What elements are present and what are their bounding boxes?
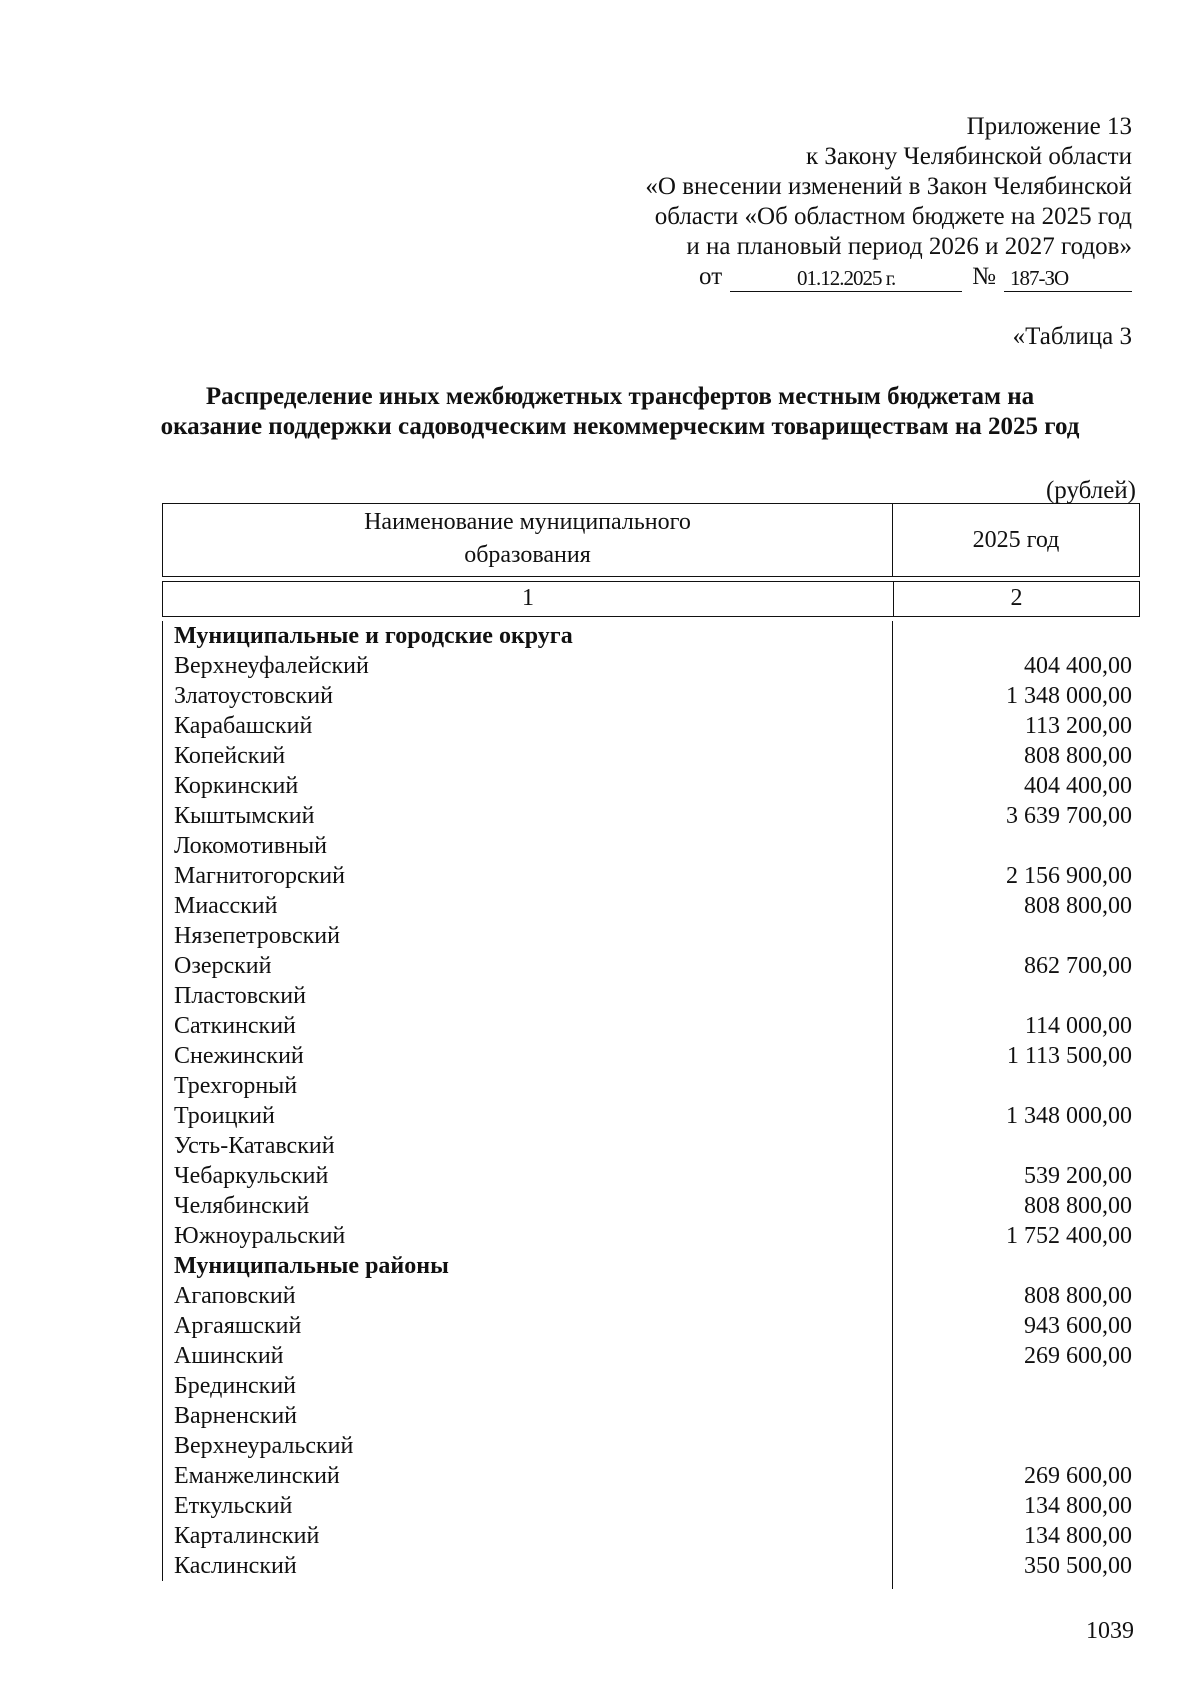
amount-value: 1 348 000,00 [1006,1103,1132,1129]
municipality-name: Чебаркульский [174,1163,329,1189]
table-row [162,891,1140,921]
municipality-name: Карталинский [174,1523,320,1549]
section-title: Муниципальные районы [174,1253,449,1279]
table-row [162,711,1140,741]
appendix-line: к Закону Челябинской области [806,143,1132,170]
appendix-line: и на плановый период 2026 и 2027 годов» [686,233,1132,260]
column-numbers-row [162,581,1140,617]
amount-value: 539 200,00 [1024,1163,1132,1189]
municipality-name: Верхнеуральский [174,1433,354,1459]
from-label: от [699,263,723,290]
municipality-name: Аргаяшский [174,1313,302,1339]
municipality-name: Карабашский [174,713,313,739]
table-row [162,1431,1140,1461]
municipality-name: Верхнеуфалейский [174,653,369,679]
table-row [162,861,1140,891]
units-label: (рублей) [1045,477,1136,504]
table-row [162,1311,1140,1341]
municipality-name: Еманжелинский [174,1463,340,1489]
municipality-name: Кыштымский [174,803,315,829]
table-row [162,1191,1140,1221]
table-row [162,921,1140,951]
municipality-name: Еткульский [174,1493,293,1519]
table-label: «Таблица 3 [1012,323,1132,350]
municipality-name: Коркинский [174,773,299,799]
table-row [162,1551,1140,1581]
table-header [162,503,1140,577]
municipality-name: Ашинский [174,1343,284,1369]
amount-value: 114 000,00 [1024,1013,1132,1039]
municipality-name: Миасский [174,893,278,919]
municipality-name: Нязепетровский [174,923,340,949]
table-row [162,1161,1140,1191]
municipality-name: Трехгорный [174,1073,298,1099]
municipality-name: Троицкий [174,1103,275,1129]
amount-value: 943 600,00 [1024,1313,1132,1339]
page-number: 1039 [1086,1618,1134,1644]
header-line: Наименование муниципального [364,509,691,535]
section-title: Муниципальные и городские округа [174,623,573,649]
municipality-name: Озерский [174,953,272,979]
table-row [162,771,1140,801]
municipality-name: Саткинский [174,1013,296,1039]
transfers-table [162,503,1140,1581]
municipality-name: Пластовский [174,983,306,1009]
table-row [162,1281,1140,1311]
header-municipality [163,504,893,576]
appendix-line: области «Об областном бюджете на 2025 год [654,203,1132,230]
amount-value: 808 800,00 [1024,1283,1132,1309]
header-line: образования [464,542,591,568]
municipality-name: Агаповский [174,1283,296,1309]
municipality-name: Копейский [174,743,286,769]
amount-value: 808 800,00 [1024,1193,1132,1219]
amount-value: 404 400,00 [1024,653,1132,679]
appendix-line: Приложение 13 [966,113,1132,140]
amount-value: 350 500,00 [1024,1553,1132,1579]
title-line: Распределение иных межбюджетных трансфертов местным бюджетам на [205,383,1035,410]
appendix-line: «О внесении изменений в Закон Челябинской [645,173,1132,200]
amount-value: 1 113 500,00 [1006,1043,1132,1069]
table-row [162,981,1140,1011]
municipality-name: Локомотивный [174,833,328,859]
amount-value: 113 200,00 [1024,713,1132,739]
amount-value: 2 156 900,00 [1006,863,1132,889]
section-row [162,621,1140,651]
amount-value: 134 800,00 [1024,1493,1132,1519]
amount-value: 134 800,00 [1024,1523,1132,1549]
law-number: 187-ЗО [1004,265,1132,292]
table-row [162,831,1140,861]
table-row [162,1341,1140,1371]
table-row [162,1401,1140,1431]
amount-value: 1 348 000,00 [1006,683,1132,709]
column-number: 2 [1010,585,1023,611]
table-row [162,1041,1140,1071]
municipality-name: Южноуральский [174,1223,346,1249]
table-row [162,1521,1140,1551]
law-date: 01.12.2025 г. [730,265,962,292]
table-row [162,951,1140,981]
amount-value: 269 600,00 [1024,1463,1132,1489]
law-date-number-line [532,260,1132,292]
amount-value: 1 752 400,00 [1006,1223,1132,1249]
amount-value: 3 639 700,00 [1006,803,1132,829]
amount-value: 862 700,00 [1024,953,1132,979]
amount-value: 269 600,00 [1024,1343,1132,1369]
section-row [162,1251,1140,1281]
table-row [162,1461,1140,1491]
municipality-name: Варненский [174,1403,297,1429]
table-row [162,1131,1140,1161]
municipality-name: Брединский [174,1373,297,1399]
table-row [162,1011,1140,1041]
municipality-name: Каслинский [174,1553,297,1579]
table-row [162,1101,1140,1131]
amount-value: 808 800,00 [1024,893,1132,919]
table-row [162,681,1140,711]
amount-value: 808 800,00 [1024,743,1132,769]
table-row [162,741,1140,771]
table-row [162,1221,1140,1251]
header-year: 2025 год [972,526,1060,553]
title-line: оказание поддержки садоводческим некоммерческим товариществам на 2025 год [160,413,1080,440]
municipality-name: Снежинский [174,1043,304,1069]
number-label: № [972,263,996,290]
amount-value: 404 400,00 [1024,773,1132,799]
table-row [162,651,1140,681]
municipality-name: Усть-Катавский [174,1133,335,1159]
table-row [162,801,1140,831]
column-number: 1 [163,582,894,616]
table-row [162,1071,1140,1101]
municipality-name: Магнитогорский [174,863,345,889]
table-row [162,1491,1140,1521]
table-row [162,1371,1140,1401]
appendix-header [532,112,1132,292]
document-title [100,382,1140,442]
municipality-name: Челябинский [174,1193,310,1219]
table-body [162,621,1140,1581]
municipality-name: Златоустовский [174,683,333,709]
